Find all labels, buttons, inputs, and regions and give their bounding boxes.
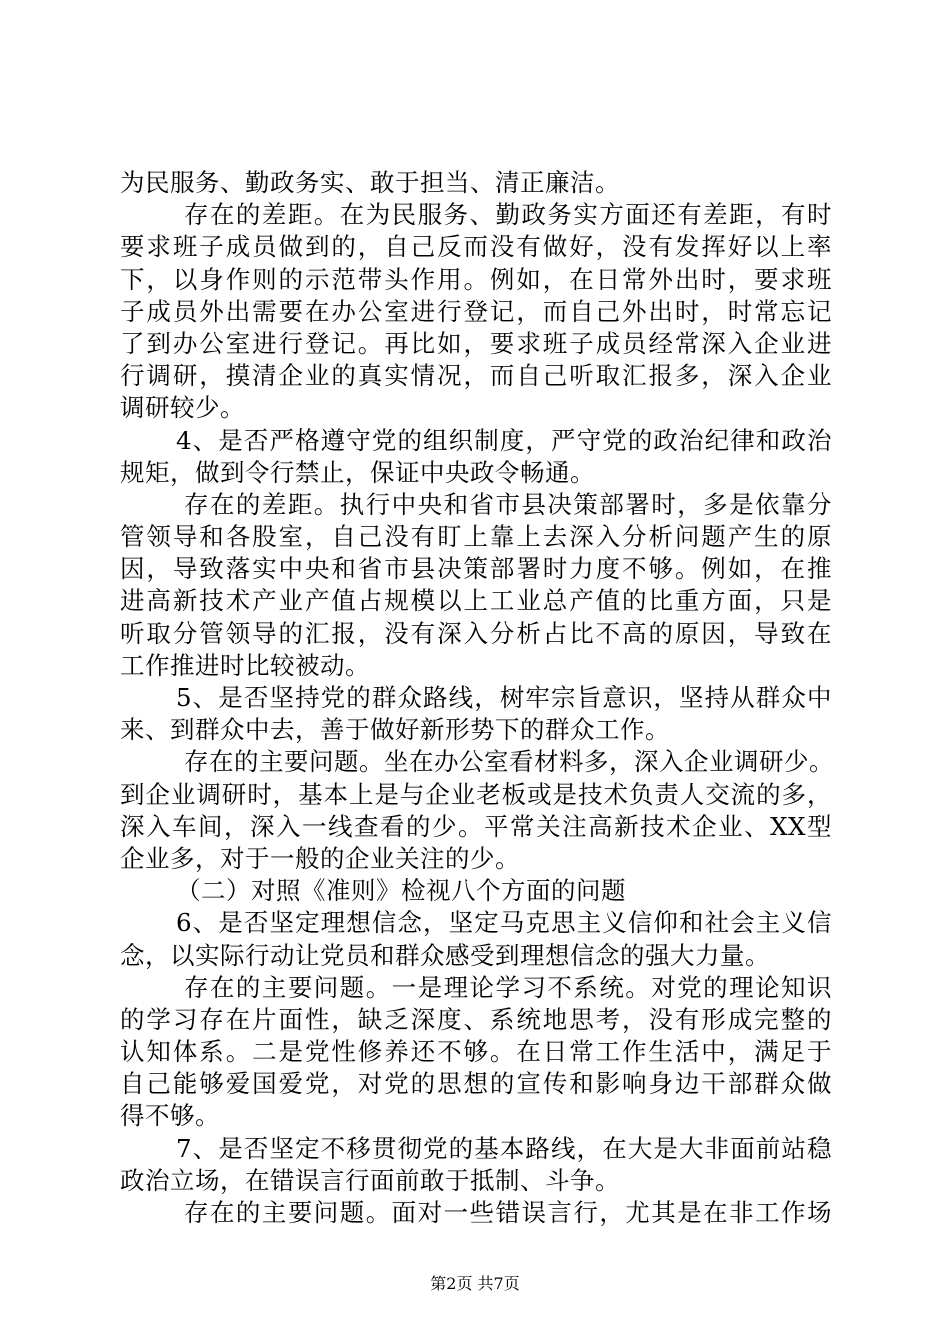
text-line: 管领导和各股室，自己没有盯上靠上去深入分析问题产生的原 bbox=[120, 522, 832, 552]
text-line: 听取分管领导的汇报，没有深入分析占比不高的原因，导致在 bbox=[120, 618, 832, 648]
text-line: 认知体系。二是党性修养还不够。在日常工作生活中，满足于 bbox=[120, 1037, 832, 1067]
text-line: 进高新技术产业产值占规模以上工业总产值的比重方面，只是 bbox=[120, 586, 832, 616]
text-line: 自己能够爱国爱党，对党的思想的宣传和影响身边干部群众做 bbox=[120, 1069, 832, 1099]
text-line: 念，以实际行动让党员和群众感受到理想信念的强大力量。 bbox=[120, 940, 770, 970]
paragraph-first-line: 存在的主要问题。一是理论学习不系统。对党的理论知识 bbox=[184, 972, 832, 1002]
text-line: 调研较少。 bbox=[120, 393, 245, 423]
text-line: 得不够。 bbox=[120, 1101, 220, 1131]
text-line: 到企业调研时，基本上是与企业老板或是技术负责人交流的多， bbox=[120, 779, 832, 809]
paragraph-first-line: 存在的差距。执行中央和省市县决策部署时，多是依靠分 bbox=[184, 489, 832, 519]
numbered-item-line: 6、是否坚定理想信念，坚定马克思主义信仰和社会主义信 bbox=[176, 908, 832, 938]
text-line: 下，以身作则的示范带头作用。例如，在日常外出时，要求班 bbox=[120, 264, 832, 294]
text-line: 来、到群众中去，善于做好新形势下的群众工作。 bbox=[120, 715, 670, 745]
text-line: 行调研，摸清企业的真实情况，而自己听取汇报多，深入企业 bbox=[120, 361, 832, 391]
document-body bbox=[120, 167, 832, 1229]
text-line: 规矩，做到令行禁止，保证中央政令畅通。 bbox=[120, 457, 595, 487]
text-line: 的学习存在片面性，缺乏深度、系统地思考，没有形成完整的 bbox=[120, 1004, 832, 1034]
text-line: 政治立场，在错误言行面前敢于抵制、斗争。 bbox=[120, 1165, 620, 1195]
text-line: 深入车间，深入一线查看的少。平常关注高新技术企业、XX型 bbox=[120, 811, 832, 841]
numbered-item-line: 7、是否坚定不移贯彻党的基本路线，在大是大非面前站稳 bbox=[176, 1133, 832, 1163]
numbered-item-line: 5、是否坚持党的群众路线，树牢宗旨意识，坚持从群众中 bbox=[176, 683, 832, 712]
text-line: 企业多，对于一般的企业关注的少。 bbox=[120, 843, 520, 873]
text-line: 工作推进时比较被动。 bbox=[120, 650, 370, 680]
text-line: 子成员外出需要在办公室进行登记，而自己外出时，时常忘记 bbox=[120, 296, 832, 326]
page-number-footer: 第2页 共7页 bbox=[430, 1274, 520, 1293]
text-line: 为民服务、勤政务实、敢于担当、清正廉洁。 bbox=[120, 168, 620, 197]
paragraph-first-line: 存在的主要问题。坐在办公室看材料多，深入企业调研少。 bbox=[184, 747, 834, 777]
paragraph-first-line: 存在的主要问题。面对一些错误言行，尤其是在非工作场 bbox=[184, 1198, 832, 1227]
text-line: 要求班子成员做到的，自己反而没有做好，没有发挥好以上率 bbox=[120, 232, 832, 262]
numbered-item-line: 4、是否严格遵守党的组织制度，严守党的政治纪律和政治 bbox=[176, 425, 832, 455]
text-line: 了到办公室进行登记。再比如，要求班子成员经常深入企业进 bbox=[120, 328, 832, 358]
text-line: 因，导致落实中央和省市县决策部署时力度不够。例如，在推 bbox=[120, 554, 832, 584]
section-heading: （二）对照《准则》检视八个方面的问题 bbox=[176, 876, 626, 906]
paragraph-first-line: 存在的差距。在为民服务、勤政务实方面还有差距，有时 bbox=[184, 200, 832, 230]
